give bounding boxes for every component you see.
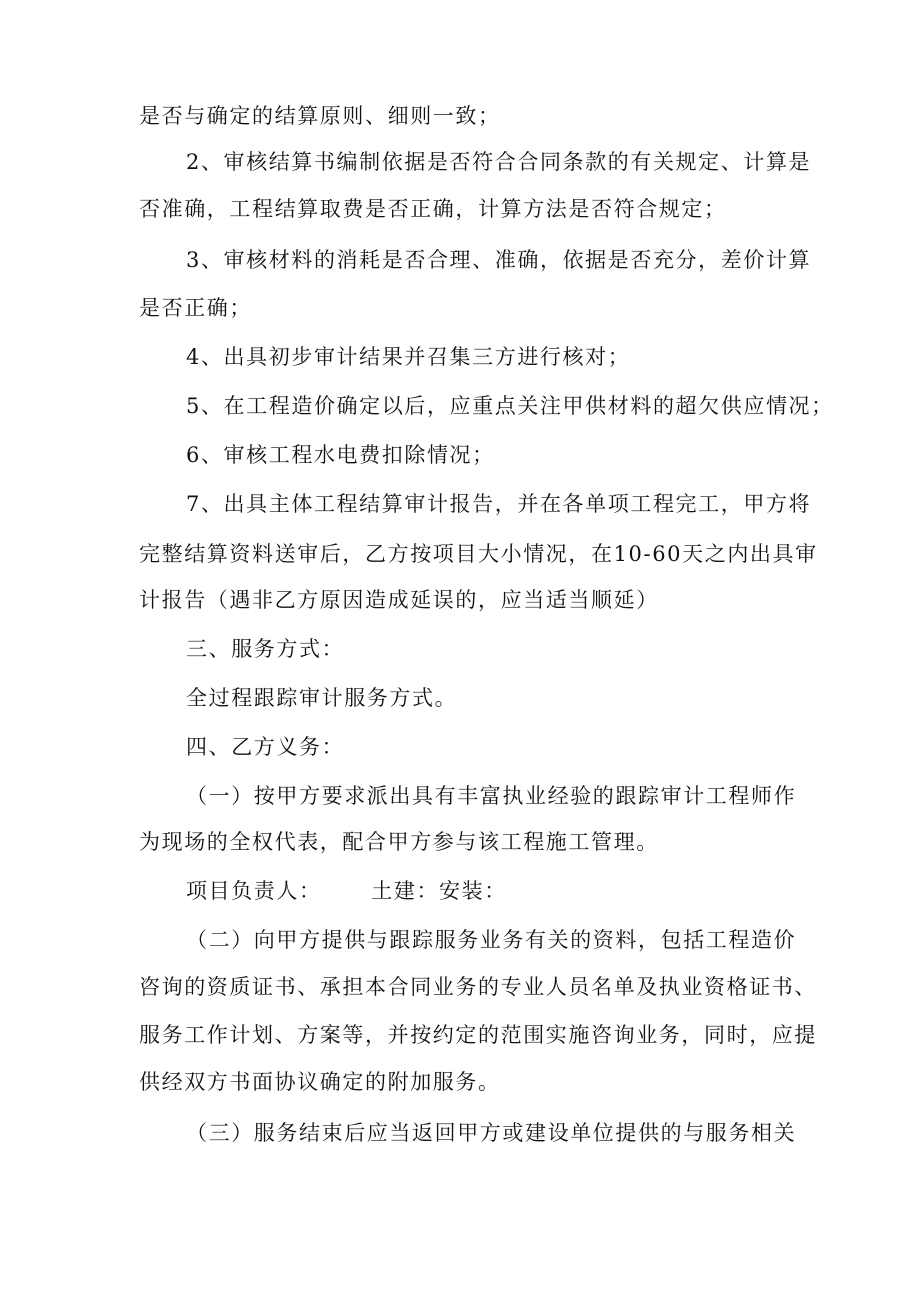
text-line [0, 1062, 920, 1102]
text-line [0, 920, 920, 960]
line-text: 是否与确定的结算原则、细则一致； [139, 104, 501, 128]
line-text: 咨询的资质证书、承担本合同业务的专业人员名单及执业资格证书、 [139, 975, 817, 999]
text-line [0, 967, 920, 1007]
line-text: （二）向甲方提供与跟踪服务业务有关的资料，包括工程造价 [186, 928, 797, 952]
line-text: 否准确，工程结算取费是否正确，计算方法是否符合规定； [139, 197, 727, 221]
line-text: 3、审核材料的消耗是否合理、准确，依据是否充分，差价计算 [186, 248, 812, 272]
text-line [0, 484, 920, 524]
text-line [0, 189, 920, 229]
text-line [0, 240, 920, 280]
text-line [0, 1015, 920, 1055]
section-heading [0, 727, 920, 767]
line-text: （三）服务结束后应当返回甲方或建设单位提供的与服务相关 [186, 1121, 797, 1145]
line-text: 项目负责人： 土建：安装： [186, 879, 507, 903]
text-line [0, 337, 920, 377]
line-text: （一）按甲方要求派出具有丰富执业经验的跟踪审计工程师作 [186, 784, 797, 808]
text-line [0, 435, 920, 475]
line-text: 2、审核结算书编制依据是否符合合同条款的有关规定、计算是 [186, 150, 812, 174]
line-text: 三、服务方式： [186, 637, 345, 661]
line-text: 5、在工程造价确定以后，应重点关注甲供材料的超欠供应情况； [186, 394, 834, 418]
line-text: 6、审核工程水电费扣除情况； [186, 443, 495, 467]
line-text: 7、出具主体工程结算审计报告，并在各单项工程完工，甲方将 [186, 492, 812, 516]
line-text: 服务工作计划、方案等，并按约定的范围实施咨询业务，同时，应提 [139, 1023, 817, 1047]
line-text: 供经双方书面协议确定的附加服务。 [139, 1070, 501, 1094]
text-line [0, 871, 920, 911]
line-text: 是否正确； [139, 296, 252, 320]
line-text: 全过程跟踪审计服务方式。 [186, 686, 458, 710]
text-line [0, 822, 920, 862]
line-text: 四、乙方义务： [186, 735, 345, 759]
section-heading [0, 629, 920, 669]
text-line [0, 678, 920, 718]
text-line [0, 534, 920, 574]
text-line [0, 142, 920, 182]
text-line [0, 386, 920, 426]
text-line [0, 776, 920, 816]
line-text: 完整结算资料送审后，乙方按项目大小情况，在10-60天之内出具审 [139, 542, 818, 566]
line-text: 4、出具初步审计结果并召集三方进行核对； [186, 345, 631, 369]
line-text: 计报告（遇非乙方原因造成延误的，应当适当顺延） [139, 588, 659, 612]
text-line [0, 1113, 920, 1153]
text-line [0, 580, 920, 620]
text-line [0, 288, 920, 328]
text-line [0, 96, 920, 136]
line-text: 为现场的全权代表，配合甲方参与该工程施工管理。 [139, 830, 659, 854]
